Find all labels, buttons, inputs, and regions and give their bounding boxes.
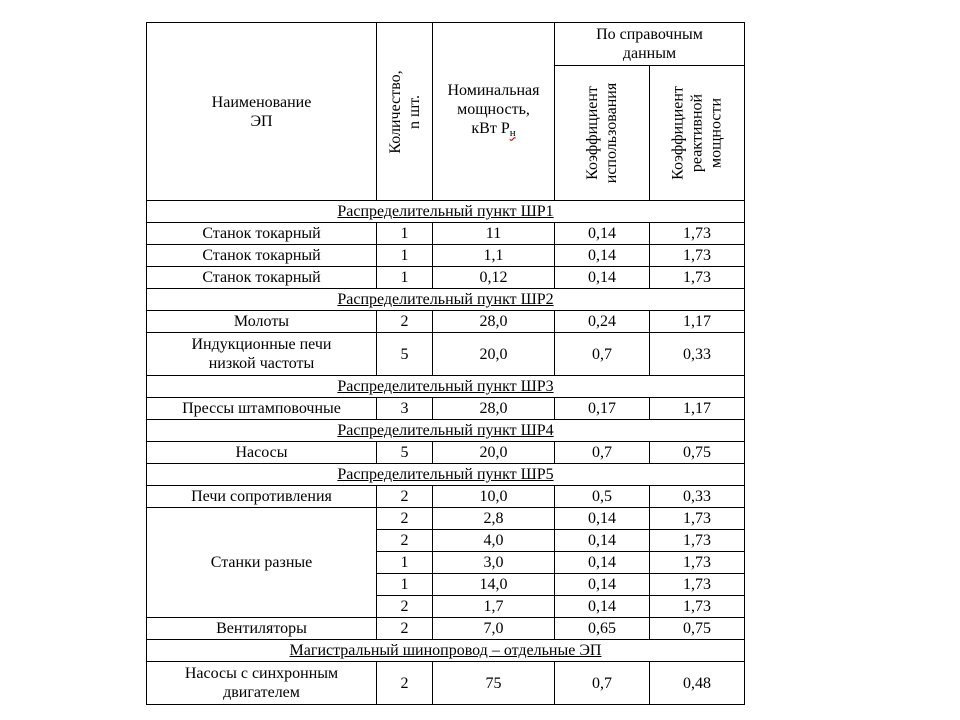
reactive-coefficient: 1,17 (650, 398, 745, 420)
section-title-cell (147, 464, 745, 486)
reactive-coefficient: 1,73 (650, 596, 745, 618)
consumer-name: Прессы штамповочные (147, 398, 377, 420)
section-title: Распределительный пункт ШР4 (337, 422, 554, 439)
reactive-coefficient: 1,73 (650, 508, 745, 530)
nominal-power: 10,0 (433, 486, 555, 508)
quantity: 2 (377, 618, 433, 640)
usage-coefficient: 0,14 (555, 267, 650, 289)
section-header-row (147, 376, 745, 398)
reactive-coefficient: 1,73 (650, 530, 745, 552)
quantity: 1 (377, 223, 433, 245)
quantity: 2 (377, 596, 433, 618)
table-row (147, 442, 745, 464)
table-row (147, 662, 745, 705)
usage-coefficient: 0,14 (555, 245, 650, 267)
nominal-power: 28,0 (433, 398, 555, 420)
consumer-name: Насосы (147, 442, 377, 464)
nominal-power: 20,0 (433, 333, 555, 376)
reactive-coefficient: 1,73 (650, 574, 745, 596)
usage-coefficient: 0,7 (555, 662, 650, 705)
header-quantity-text: Количество, n шт. (386, 69, 423, 154)
nominal-power: 0,12 (433, 267, 555, 289)
section-title-cell (147, 201, 745, 223)
usage-coefficient: 0,14 (555, 223, 650, 245)
consumer-name: Молоты (147, 311, 377, 333)
section-header-row (147, 640, 745, 662)
header-quantity (377, 23, 433, 201)
consumer-name: Станки разные (147, 508, 377, 618)
usage-coefficient: 0,5 (555, 486, 650, 508)
usage-coefficient: 0,14 (555, 530, 650, 552)
usage-coefficient: 0,17 (555, 398, 650, 420)
consumer-name: Вентиляторы (147, 618, 377, 640)
nominal-power: 7,0 (433, 618, 555, 640)
section-title: Распределительный пункт ШР2 (337, 291, 554, 308)
quantity: 2 (377, 486, 433, 508)
quantity: 5 (377, 442, 433, 464)
usage-coefficient: 0,14 (555, 596, 650, 618)
header-usage-coefficient (555, 66, 650, 201)
reactive-coefficient: 0,75 (650, 442, 745, 464)
usage-coefficient: 0,65 (555, 618, 650, 640)
nominal-power: 3,0 (433, 552, 555, 574)
table-row (147, 223, 745, 245)
usage-coefficient: 0,14 (555, 574, 650, 596)
reactive-coefficient: 0,33 (650, 333, 745, 376)
nominal-power: 4,0 (433, 530, 555, 552)
section-title: Магистральный шинопровод – отдельные ЭП (289, 642, 602, 659)
usage-coefficient: 0,7 (555, 442, 650, 464)
reactive-coefficient: 1,17 (650, 311, 745, 333)
quantity: 2 (377, 508, 433, 530)
table-row (147, 333, 745, 376)
consumer-name: Станок токарный (147, 223, 377, 245)
header-power (433, 23, 555, 201)
table-body (147, 201, 745, 705)
table-row (147, 618, 745, 640)
nominal-power: 11 (433, 223, 555, 245)
reactive-coefficient: 1,73 (650, 267, 745, 289)
section-title-cell (147, 289, 745, 311)
table-header (147, 23, 745, 201)
header-reference-group: По справочным данным (555, 23, 745, 66)
usage-coefficient: 0,7 (555, 333, 650, 376)
section-title-cell (147, 420, 745, 442)
nominal-power: 1,1 (433, 245, 555, 267)
header-power-line3: кВт Pн (471, 119, 516, 139)
reactive-coefficient: 1,73 (650, 245, 745, 267)
section-title-cell (147, 640, 745, 662)
table-row (147, 267, 745, 289)
nominal-power: 2,8 (433, 508, 555, 530)
reactive-coefficient: 0,75 (650, 618, 745, 640)
table-row (147, 486, 745, 508)
section-header-row (147, 420, 745, 442)
header-power-line2: мощность, (457, 100, 530, 118)
nominal-power: 28,0 (433, 311, 555, 333)
quantity: 3 (377, 398, 433, 420)
nominal-power: 1,7 (433, 596, 555, 618)
usage-coefficient: 0,14 (555, 552, 650, 574)
power-consumers-table (146, 22, 745, 705)
nominal-power: 20,0 (433, 442, 555, 464)
quantity: 1 (377, 245, 433, 267)
header-name: Наименование ЭП (147, 23, 377, 201)
quantity: 2 (377, 530, 433, 552)
usage-coefficient: 0,14 (555, 508, 650, 530)
quantity: 2 (377, 311, 433, 333)
reactive-coefficient: 1,73 (650, 552, 745, 574)
quantity: 1 (377, 552, 433, 574)
table-row (147, 311, 745, 333)
consumer-name: Станок токарный (147, 267, 377, 289)
section-header-row (147, 464, 745, 486)
reactive-coefficient: 1,73 (650, 223, 745, 245)
consumer-name: Печи сопротивления (147, 486, 377, 508)
section-title-cell (147, 376, 745, 398)
nominal-power: 75 (433, 662, 555, 705)
usage-coefficient: 0,24 (555, 311, 650, 333)
table-row (147, 245, 745, 267)
consumer-name: Станок токарный (147, 245, 377, 267)
header-power-subscript: н (509, 126, 516, 139)
quantity: 1 (377, 267, 433, 289)
table-row (147, 508, 745, 530)
section-header-row (147, 201, 745, 223)
nominal-power: 14,0 (433, 574, 555, 596)
consumer-name: Индукционные печи низкой частоты (147, 333, 377, 376)
table-row (147, 398, 745, 420)
quantity: 5 (377, 333, 433, 376)
header-reactive-coefficient (650, 66, 745, 201)
consumer-name: Насосы с синхронным двигателем (147, 662, 377, 705)
header-reactive-text: Коэффициент реактивной мощности (669, 86, 725, 180)
section-title: Распределительный пункт ШР1 (337, 203, 554, 220)
section-title: Распределительный пункт ШР3 (337, 378, 554, 395)
section-header-row (147, 289, 745, 311)
quantity: 1 (377, 574, 433, 596)
section-title: Распределительный пункт ШР5 (337, 466, 554, 483)
reactive-coefficient: 0,48 (650, 662, 745, 705)
quantity: 2 (377, 662, 433, 705)
reactive-coefficient: 0,33 (650, 486, 745, 508)
header-power-line1: Номинальная (447, 81, 540, 99)
header-usage-text: Коэффициент использования (584, 82, 620, 184)
